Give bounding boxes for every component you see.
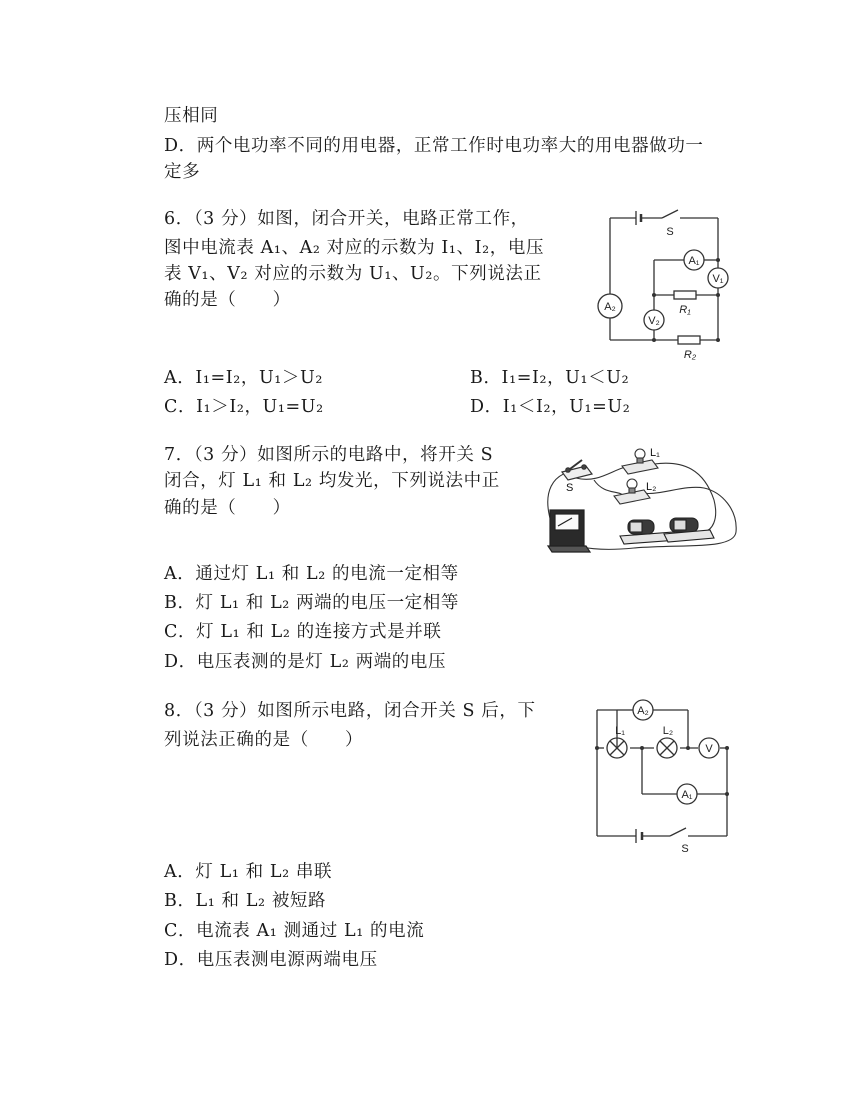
q6-option-a: A．I₁=I₂，U₁＞U₂ xyxy=(164,368,323,388)
q8-label-a1: A₁ xyxy=(681,789,693,801)
q6-label-r2: R₂ xyxy=(683,349,697,361)
q6-label-a2: A₂ xyxy=(604,301,616,313)
q8-circuit-diagram xyxy=(590,698,740,858)
q8-label-l2: L₂ xyxy=(662,725,674,737)
q8-option-d: D．电压表测电源两端电压 xyxy=(164,950,378,970)
prev-option-d-line1: D．两个电功率不同的用电器，正常工作时电功率大的用电器做功一 xyxy=(164,136,704,156)
q6-label-s: S xyxy=(666,226,674,238)
q7-option-d: D．电压表测的是灯 L₂ 两端的电压 xyxy=(164,652,447,672)
prev-option-d-line2: 定多 xyxy=(164,162,201,182)
q8-label-v: V xyxy=(705,743,713,755)
q6-stem-line4: 确的是（ ） xyxy=(164,290,291,310)
prev-question-tail: 压相同 xyxy=(164,106,219,126)
q8-option-c: C．电流表 A₁ 测通过 L₁ 的电流 xyxy=(164,921,425,941)
q6-option-b: B．I₁=I₂，U₁＜U₂ xyxy=(470,368,630,388)
q7-label-s: S xyxy=(566,482,574,494)
q7-label-l1: L₁ xyxy=(650,447,660,459)
q8-stem-line1: 8．（3 分）如图所示电路，闭合开关 S 后，下 xyxy=(164,701,536,721)
q8-label-l1: L₁ xyxy=(615,725,625,737)
q6-stem-line3: 表 V₁、V₂ 对应的示数为 U₁、U₂。下列说法正 xyxy=(164,264,542,284)
q6-stem-line2: 图中电流表 A₁、A₂ 对应的示数为 I₁、I₂，电压 xyxy=(164,238,545,258)
q8-label-s: S xyxy=(681,843,689,855)
q6-label-v1: V₁ xyxy=(712,273,724,285)
q7-label-l2: L₂ xyxy=(646,481,657,493)
q6-label-r1: R₁ xyxy=(679,304,691,316)
q6-label-a1: A₁ xyxy=(688,255,700,267)
q6-label-v2: V₂ xyxy=(648,315,660,327)
q8-stem-line2: 列说法正确的是（ ） xyxy=(164,730,364,750)
q7-stem-line1: 7．（3 分）如图所示的电路中，将开关 S xyxy=(164,445,494,465)
q6-circuit-diagram xyxy=(592,206,742,362)
q7-option-b: B．灯 L₁ 和 L₂ 两端的电压一定相等 xyxy=(164,593,459,613)
q7-physical-circuit-illustration xyxy=(544,440,740,554)
q8-label-a2: A₂ xyxy=(637,705,649,717)
q6-option-c: C．I₁＞I₂，U₁=U₂ xyxy=(164,397,324,417)
q7-option-c: C．灯 L₁ 和 L₂ 的连接方式是并联 xyxy=(164,622,442,642)
q6-stem-line1: 6．（3 分）如图，闭合开关，电路正常工作， xyxy=(164,209,529,229)
q6-option-d: D．I₁＜I₂，U₁=U₂ xyxy=(470,397,631,417)
q8-option-b: B．L₁ 和 L₂ 被短路 xyxy=(164,891,327,911)
q7-stem-line2: 闭合，灯 L₁ 和 L₂ 均发光，下列说法中正 xyxy=(164,471,500,491)
q8-option-a: A．灯 L₁ 和 L₂ 串联 xyxy=(164,862,333,882)
q7-stem-line3: 确的是（ ） xyxy=(164,498,291,518)
q7-option-a: A．通过灯 L₁ 和 L₂ 的电流一定相等 xyxy=(164,564,459,584)
